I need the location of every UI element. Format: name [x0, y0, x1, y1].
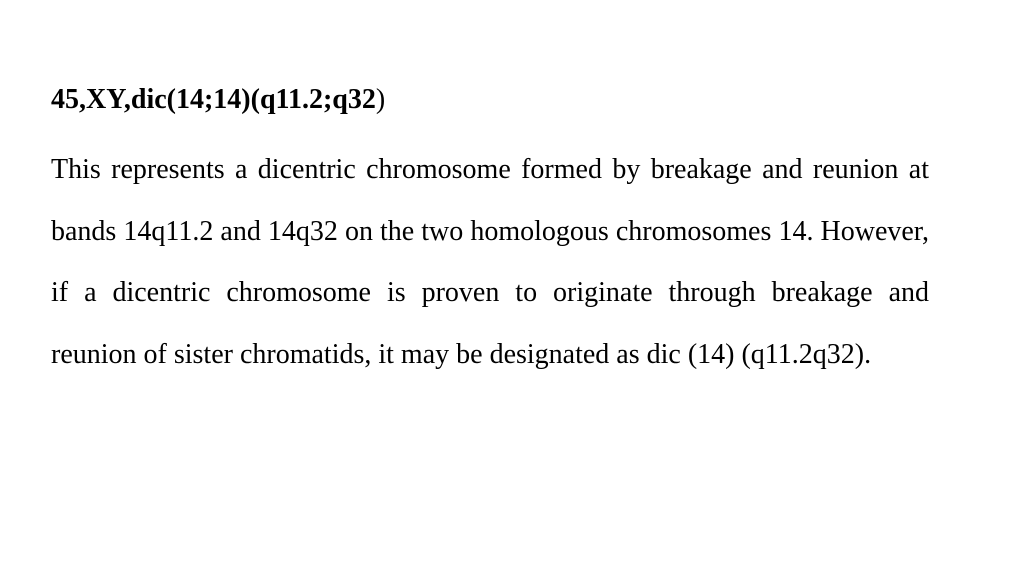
- text-block: [51, 78, 929, 385]
- karyotype-heading: [51, 78, 929, 122]
- karyotype-notation: 45,XY,dic(14;14)(q11.2;q32: [51, 84, 376, 115]
- description-paragraph: This represents a dicentric chromosome formed by breakage and reunion at bands 14q11.2 and 14q32 on the two homologous chromosomes 14. However, if a dicentric chromosome is proven to originate through breakage and reunion of sister chromatids, it may be designated as dic (14) (q11.2q32).: [51, 154, 929, 370]
- karyotype-closing-paren: ): [375, 84, 386, 115]
